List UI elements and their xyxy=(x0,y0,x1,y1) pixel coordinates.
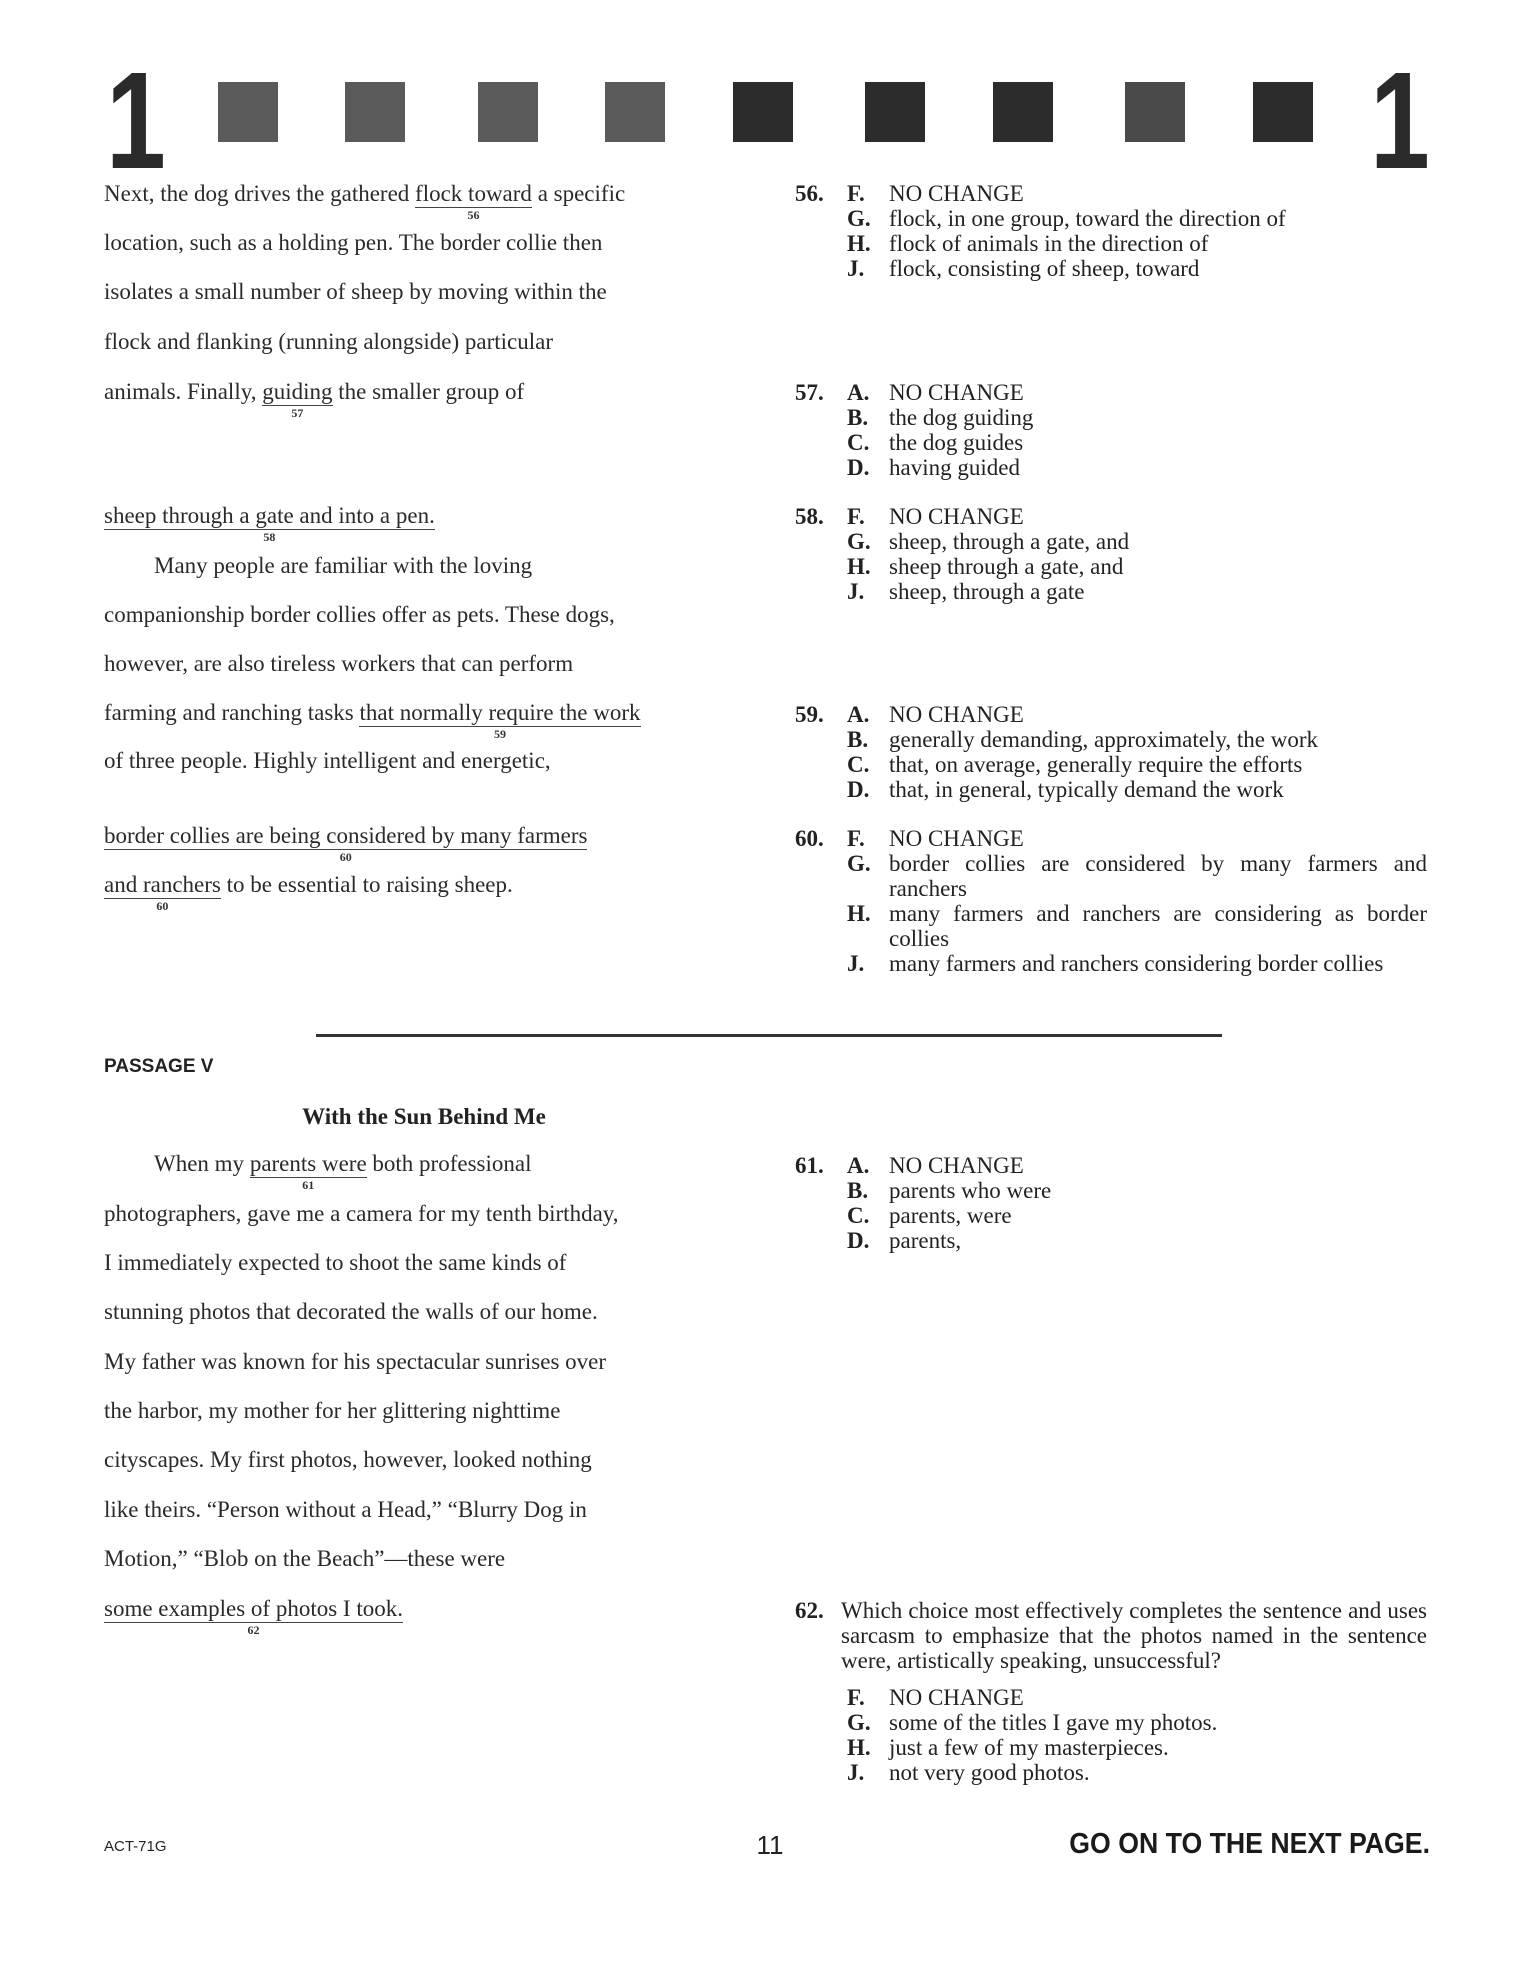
question-ref-number: 60 xyxy=(339,850,352,864)
answer-option[interactable]: J. not very good photos. xyxy=(847,1760,1090,1785)
passage-label: PASSAGE V xyxy=(104,1056,214,1077)
question-ref-number: 57 xyxy=(291,406,304,420)
answer-option[interactable]: J. flock, consisting of sheep, toward xyxy=(847,256,1200,281)
passage-line: and ranchers 60 to be essential to raising sheep. xyxy=(104,872,513,913)
section-divider xyxy=(316,1034,1222,1037)
question-62 xyxy=(795,1598,1427,1785)
question-stem: Which choice most effectively completes the sentence and uses sarcasm to emphasize that the photos named in the sentence were, artistically speaking, unsuccessful? xyxy=(841,1598,1427,1673)
passage-line xyxy=(104,822,724,864)
question-ref-number: 61 xyxy=(302,1178,315,1192)
next-page-instruction: GO ON TO THE NEXT PAGE. xyxy=(1069,1828,1430,1860)
header-block xyxy=(218,82,278,142)
question-number: 58. xyxy=(795,504,824,529)
header-block xyxy=(993,82,1053,142)
header-block xyxy=(733,82,793,142)
passage-line: photographers, gave me a camera for my tenth birthday, xyxy=(104,1201,619,1226)
question-ref-number: 62 xyxy=(247,1623,260,1637)
answer-option[interactable]: H. many farmers and ranchers are considering as border collies xyxy=(847,901,1427,951)
answer-option[interactable]: A. NO CHANGE xyxy=(847,702,1024,727)
passage-line: farming and ranching tasks that normally require the work 59 xyxy=(104,700,641,741)
question-57 xyxy=(795,380,1427,480)
answer-option[interactable]: H. sheep through a gate, and xyxy=(847,554,1124,579)
answer-option[interactable]: J. sheep, through a gate xyxy=(847,579,1085,604)
question-ref-number: 58 xyxy=(263,530,276,544)
answer-option[interactable]: D. that, in general, typically demand the work xyxy=(847,777,1284,802)
passage-line: flock and flanking (running alongside) particular xyxy=(104,329,553,354)
answer-option[interactable]: B. parents who were xyxy=(847,1178,1052,1203)
section-number-right: 1 xyxy=(1370,44,1430,198)
section-number-left: 1 xyxy=(106,44,166,198)
passage-line: When my parents were 61 both professional xyxy=(154,1151,532,1192)
question-ref-number: 59 xyxy=(494,727,506,741)
answer-option[interactable]: G. sheep, through a gate, and xyxy=(847,529,1130,554)
passage-line: stunning photos that decorated the walls of our home. xyxy=(104,1299,598,1324)
header-block xyxy=(478,82,538,142)
answer-option[interactable]: J. many farmers and ranchers considering border collies xyxy=(847,951,1384,976)
question-58 xyxy=(795,504,1427,604)
passage-line: I immediately expected to shoot the same kinds of xyxy=(104,1250,567,1275)
answer-option[interactable]: G. border collies are considered by many farmers and ranchers xyxy=(847,851,1427,901)
header-block xyxy=(1125,82,1185,142)
header-block xyxy=(1253,82,1313,142)
passage-line: Next, the dog drives the gathered flock toward 56 a specific xyxy=(104,181,626,222)
question-60 xyxy=(795,826,1427,976)
answer-option[interactable]: D. parents, xyxy=(847,1228,962,1253)
passage-line: My father was known for his spectacular sunrises over xyxy=(104,1349,607,1374)
passage-line: location, such as a holding pen. The border collie then xyxy=(104,230,603,255)
passage-line xyxy=(104,502,724,544)
answer-option[interactable]: F. NO CHANGE xyxy=(847,826,1024,851)
test-code: ACT-71G xyxy=(104,1838,167,1855)
question-ref-number: 56 xyxy=(467,208,480,222)
passage-line: the harbor, my mother for her glittering nighttime xyxy=(104,1398,561,1423)
underlined-portion-60[interactable]: border collies are being considered by many farmers 60 xyxy=(104,823,588,864)
header-block xyxy=(605,82,665,142)
header-block xyxy=(345,82,405,142)
question-56 xyxy=(795,181,1427,281)
passage-line: cityscapes. My first photos, however, looked nothing xyxy=(104,1447,592,1472)
answer-option[interactable]: H. flock of animals in the direction of xyxy=(847,231,1209,256)
passage-title: With the Sun Behind Me xyxy=(302,1104,546,1129)
passage-line: like theirs. “Person without a Head,” “Blurry Dog in xyxy=(104,1497,587,1522)
underlined-portion-58[interactable]: sheep through a gate and into a pen. 58 xyxy=(104,503,435,544)
passage-line: isolates a small number of sheep by moving within the xyxy=(104,279,607,304)
underlined-portion-61[interactable]: parents were 61 xyxy=(249,1151,367,1192)
answer-option[interactable]: H. just a few of my masterpieces. xyxy=(847,1735,1169,1760)
answer-option[interactable]: F. NO CHANGE xyxy=(847,1685,1024,1710)
answer-option[interactable]: C. that, on average, generally require the efforts xyxy=(847,752,1303,777)
question-number: 62. xyxy=(795,1598,824,1623)
page-number: 11 xyxy=(756,1830,784,1860)
passage-line: Many people are familiar with the loving xyxy=(154,553,533,578)
passage-line: however, are also tireless workers that can perform xyxy=(104,651,574,676)
passage-line xyxy=(104,1595,724,1637)
underlined-portion-62[interactable]: some examples of photos I took. 62 xyxy=(104,1596,403,1637)
answer-option[interactable]: G. some of the titles I gave my photos. xyxy=(847,1710,1218,1735)
question-number: 61. xyxy=(795,1153,824,1178)
underlined-portion-60[interactable]: and ranchers 60 xyxy=(104,872,221,913)
underlined-portion-57[interactable]: guiding 57 xyxy=(262,379,333,420)
passage-line: animals. Finally, guiding 57 the smaller group of xyxy=(104,379,525,420)
answer-option[interactable]: B. generally demanding, approximately, the work xyxy=(847,727,1318,752)
answer-option[interactable]: D. having guided xyxy=(847,455,1020,480)
answer-option[interactable]: C. the dog guides xyxy=(847,430,1024,455)
answer-option[interactable]: A. NO CHANGE xyxy=(847,1153,1024,1178)
answer-option[interactable]: B. the dog guiding xyxy=(847,405,1034,430)
question-number: 57. xyxy=(795,380,824,405)
answer-option[interactable]: G. flock, in one group, toward the direction of xyxy=(847,206,1286,231)
question-59 xyxy=(795,702,1427,802)
question-number: 60. xyxy=(795,826,824,851)
question-number: 56. xyxy=(795,181,824,206)
answer-option[interactable]: A. NO CHANGE xyxy=(847,380,1024,405)
passage-line: of three people. Highly intelligent and energetic, xyxy=(104,748,551,773)
question-ref-number: 60 xyxy=(156,899,169,913)
question-number: 59. xyxy=(795,702,824,727)
underlined-portion-59[interactable]: that normally require the work 59 xyxy=(359,700,641,741)
passage-line: companionship border collies offer as pets. These dogs, xyxy=(104,602,615,627)
underlined-portion-56[interactable]: flock toward 56 xyxy=(415,181,532,222)
question-61 xyxy=(795,1153,1427,1253)
answer-option[interactable]: F. NO CHANGE xyxy=(847,181,1024,206)
answer-option[interactable]: F. NO CHANGE xyxy=(847,504,1024,529)
passage-line: Motion,” “Blob on the Beach”—these were xyxy=(104,1546,506,1571)
header-block xyxy=(865,82,925,142)
answer-option[interactable]: C. parents, were xyxy=(847,1203,1012,1228)
